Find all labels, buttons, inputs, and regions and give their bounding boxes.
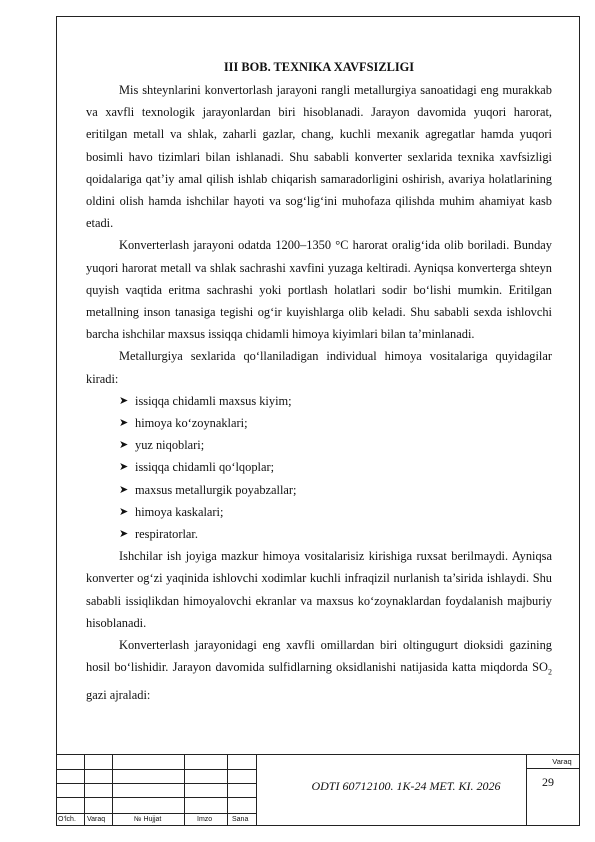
list-item: ➤ himoya ko‘zoynaklari; [119,412,552,434]
arrow-bullet-icon: ➤ [119,417,129,430]
col-label-olch: O‘lch. [58,816,76,823]
col-label-hujjat: № Hujjat [134,816,162,823]
list-item: ➤ issiqqa chidamli maxsus kiyim; [119,390,552,412]
paragraph-5: Konverterlash jarayonidagi eng xavfli omillardan biri oltingugurt dioksidi gazining hosil bo‘lishidir. Jarayon davomida sulfidlarning oksidlanishi natijasida katta miqdorda $SO_2$ gazi ajraladi: [86,638,552,702]
arrow-bullet-icon: ➤ [119,394,129,407]
list-item: ➤ himoya kaskalari; [119,501,552,523]
list-item: ➤ respiratorlar. [119,523,552,545]
list-item: ➤ maxsus metallurgik poyabzallar; [119,479,552,501]
paragraph-4: Ishchilar ish joyiga mazkur himoya vositalarisiz kirishiga ruxsat berilmaydi. Ayniqsa konverter og‘zi yaqinida ishlovchi xodimlar kuchli infraqizil nurlanish ta’sirida ishlaydi. Shu sababli issiqlikdan himoyalovchi ekranlar va maxsus ko‘zoynaklardan foydalanish majburiy hisoblanadi. [86,549,552,630]
col-label-sana: Sana [232,816,249,823]
arrow-bullet-icon: ➤ [119,439,129,452]
col-label-varaq: Varaq [87,816,106,823]
paragraph-3: Metallurgiya sexlarida qo‘llaniladigan individual himoya vositalariga quyidagilar kiradi: [86,349,552,386]
paragraph-1: Mis shteynlarini konvertorlash jarayoni rangli metallurgiya sanoatidagi eng murakkab va xavfli texnologik jarayonlardan biri hisoblanadi. Jarayon davomida yuqori harorat, eritilgan metall va shlak, zaharli gazlar, chang, kuchli mexanik agregatlar hamda yuqori bosimli havo tizimlari bilan ishlanadi. Shu sababli konverter sexlarida texnika xavfsizligi qoidalariga qat’iy amal qilish ishlab chiqarish samaradorligini oshirish, avariya holatlarining oldini olish hamda ishchilar hayoti va sog‘lig‘ini muhofaza qilishda muhim ahamiyat kasb etadi. [86,83,552,231]
col-label-imzo: Imzo [197,816,213,823]
arrow-bullet-icon: ➤ [119,461,129,474]
arrow-bullet-icon: ➤ [119,528,129,541]
paragraph-2: Konverterlash jarayoni odatda 1200–1350 °C harorat oralig‘ida olib boriladi. Bunday yuqori harorat metall va shlak sachrashi xavfini yuzaga keltiradi. Ayniqsa konverterga shteyn quyish vaqtida eritma sachrashi yoki portlash holatlari sodir bo‘lishi mumkin. Eritilgan metallning inson tanasiga tegishi og‘ir kuyishlarga olib keladi. Shu sababli sexda ishlovchi barcha ishchilar maxsus issiqqa chidamli himoya kiyimlari bilan ta’minlanadi. [86,238,552,342]
ppe-list [86,390,552,545]
list-item: ➤ yuz niqoblari; [119,434,552,456]
document-code: ODTI 60712100. 1K-24 MET. KI. 2026 [311,779,501,793]
sheet-number: 29 [542,775,554,789]
arrow-bullet-icon: ➤ [119,483,129,496]
sheet-label: Varaq [552,757,572,766]
list-item: ➤ issiqqa chidamli qo‘lqoplar; [119,456,552,478]
arrow-bullet-icon: ➤ [119,505,129,518]
document-body [86,57,552,706]
title-block [56,754,580,826]
section-title: III BOB. TEXNIKA XAVFSIZLIGI [223,60,415,74]
